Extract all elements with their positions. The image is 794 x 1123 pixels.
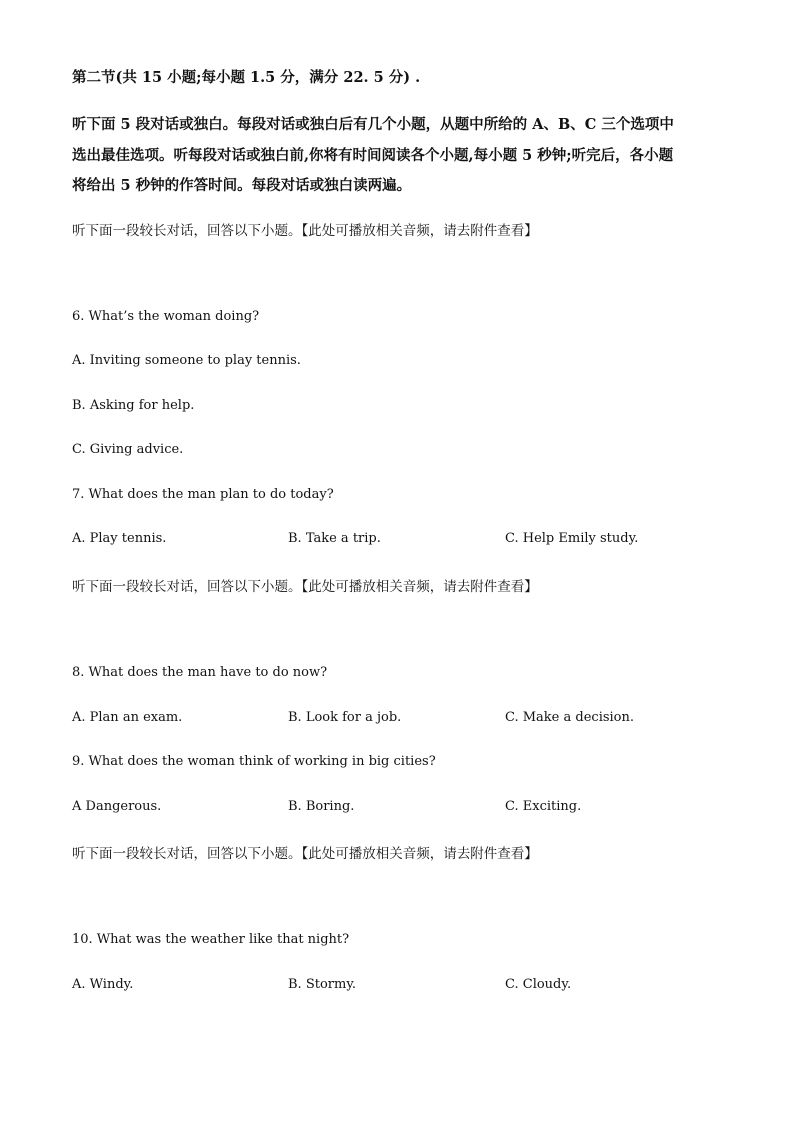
option-c: C. Make a decision. bbox=[505, 710, 635, 725]
option-a: A. Play tennis. bbox=[72, 531, 167, 546]
option-b: B. Take a trip. bbox=[288, 531, 381, 546]
audio-note: 听下面一段较长对话，回答以下小题。【此处可播放相关音频，请去附件查看】 bbox=[72, 846, 538, 862]
instruction-line: 选出最佳选项。听每段对话或独白前,你将有时间阅读各个小题,每小题 5 秒钟;听完后，各小题 bbox=[72, 147, 674, 164]
option-c: C. Cloudy. bbox=[505, 977, 572, 992]
option-c: C. Giving advice. bbox=[72, 442, 184, 457]
option-b: B. Look for a job. bbox=[288, 710, 402, 725]
option-b: B. Boring. bbox=[288, 799, 355, 814]
option-a: A. Plan an exam. bbox=[72, 710, 183, 725]
question-prompt: 6. What’s the woman doing? bbox=[72, 309, 260, 324]
question-prompt: 10. What was the weather like that night? bbox=[72, 932, 350, 947]
audio-note: 听下面一段较长对话，回答以下小题。【此处可播放相关音频，请去附件查看】 bbox=[72, 579, 538, 595]
instruction-line: 听下面 5 段对话或独白。每段对话或独白后有几个小题，从题中所给的 A、B、C 三个选项中 bbox=[72, 116, 674, 133]
section-heading: 第二节(共 15 小题;每小题 1.5 分，满分 22. 5 分) . bbox=[72, 69, 421, 86]
question-prompt: 8. What does the man have to do now? bbox=[72, 665, 328, 680]
option-c: C. Exciting. bbox=[505, 799, 582, 814]
question-prompt: 7. What does the man plan to do today? bbox=[72, 487, 334, 502]
option-b: B. Asking for help. bbox=[72, 398, 195, 413]
question-prompt: 9. What does the woman think of working in big cities? bbox=[72, 754, 436, 769]
option-a: A Dangerous. bbox=[72, 799, 162, 814]
option-a: A. Inviting someone to play tennis. bbox=[72, 353, 301, 368]
audio-note: 听下面一段较长对话，回答以下小题。【此处可播放相关音频，请去附件查看】 bbox=[72, 223, 538, 239]
option-c: C. Help Emily study. bbox=[505, 531, 639, 546]
option-a: A. Windy. bbox=[72, 977, 134, 992]
option-b: B. Stormy. bbox=[288, 977, 357, 992]
instruction-line: 将给出 5 秒钟的作答时间。每段对话或独白读两遍。 bbox=[72, 177, 412, 194]
